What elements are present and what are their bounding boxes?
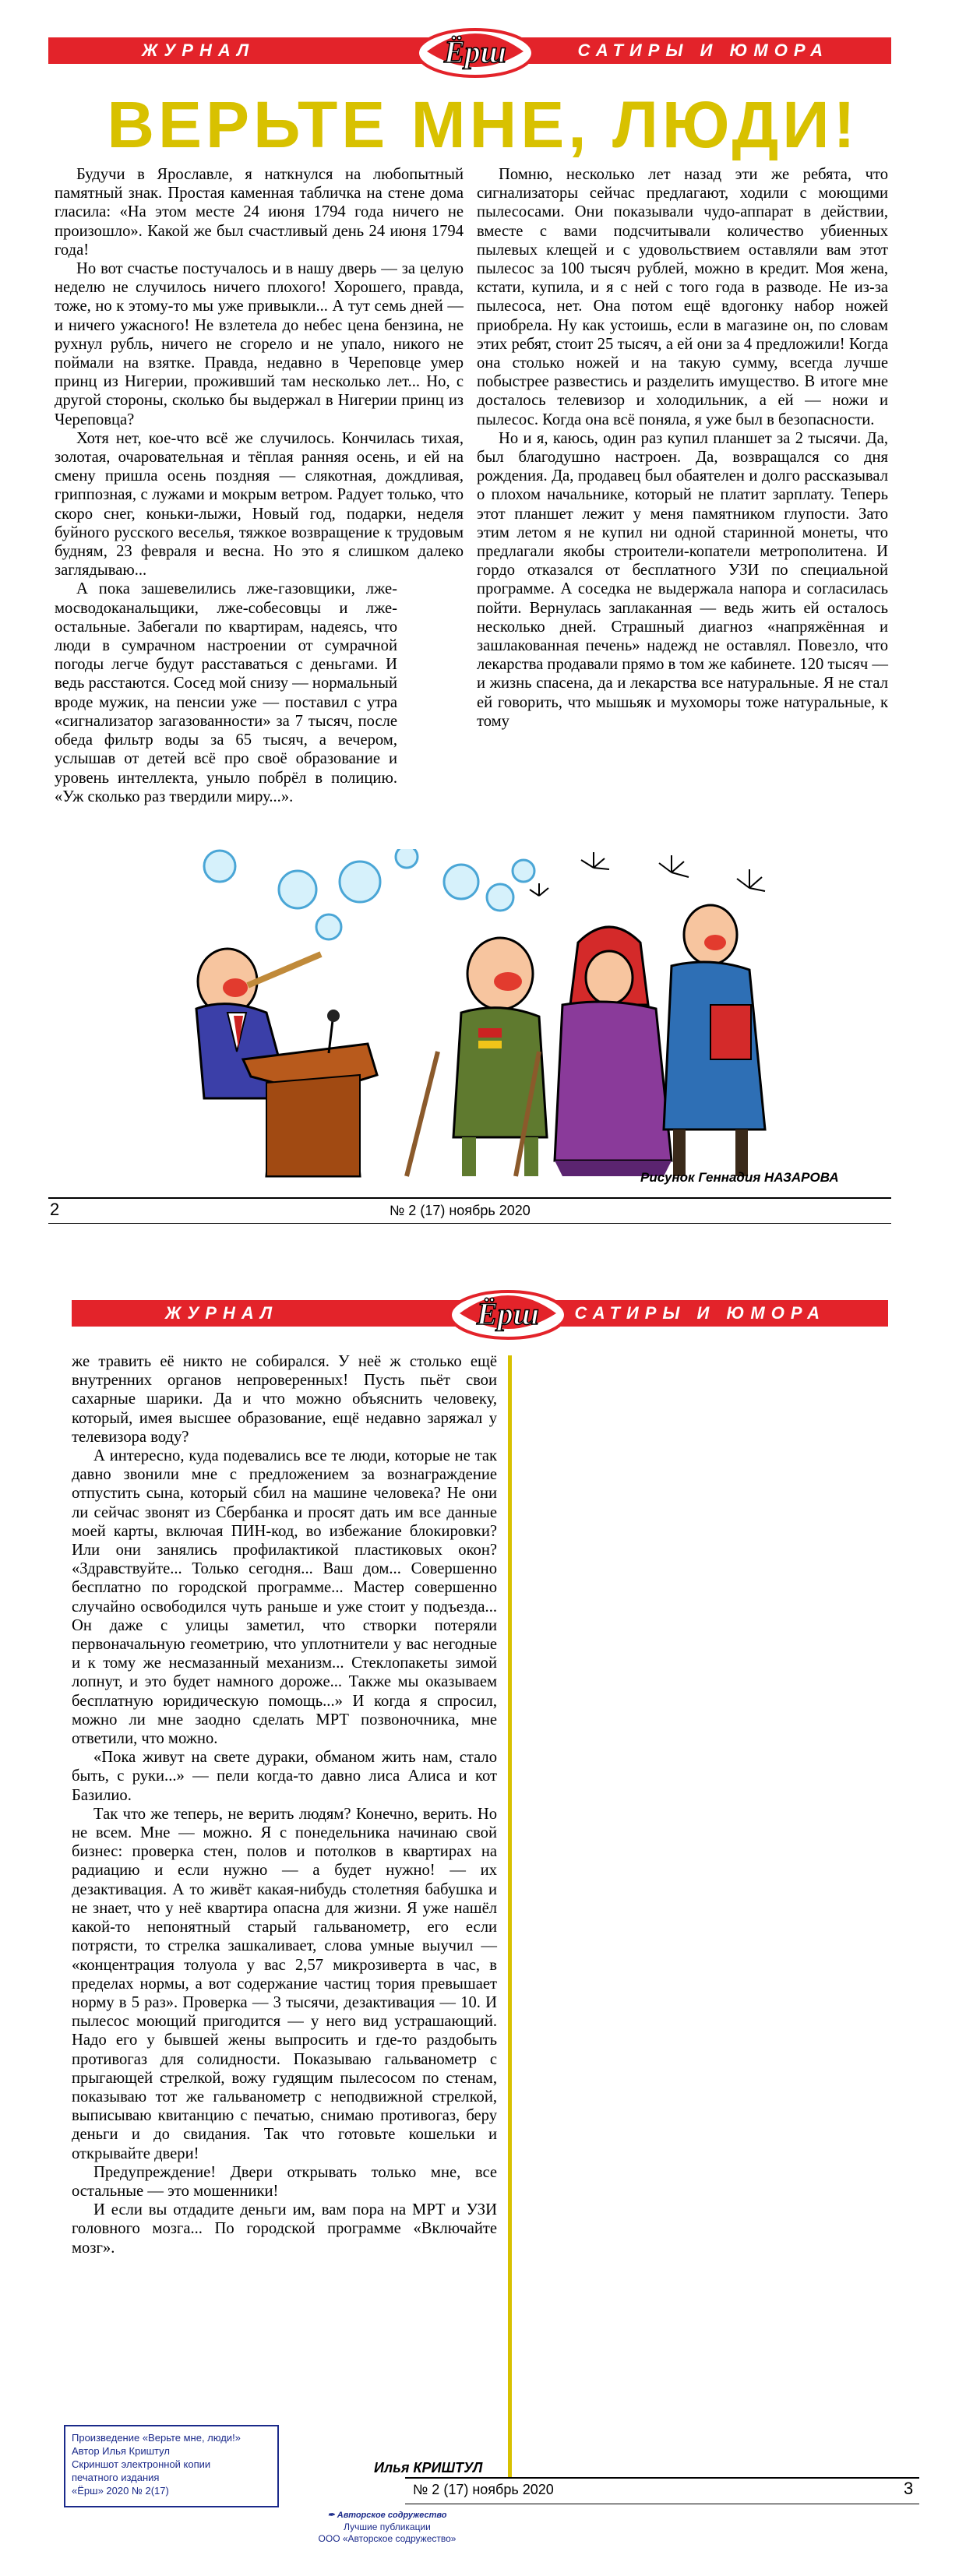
- publisher-logo: ✒ Авторское содружество: [327, 2511, 447, 2520]
- sparkle-icons: [530, 852, 765, 896]
- paragraph: А пока зашевелились лже-газовщики, лже-мосводоканальщики, лже-собесовцы и лже-остальные. Забегали по квартирам, надеясь, что люди в сумрачном настроении от сумрачной погоды легче будут расставаться с деньгами. И ведь расстаются. Сосед мой снизу — нормальный вроде мужик, на пенсии уже — поставил с утра «сигнализатор загазованности» за 7 тысяч, после обеда фильтр воды за 65 тысяч, а вечером, услышав от детей всё про своё образование и уровень интеллекта, унылo побрёл в полицию. «Уж сколько раз твердили миру...».: [55, 580, 397, 805]
- page1-column-left: [55, 165, 464, 806]
- column-divider: [508, 1355, 512, 2477]
- info-box: [64, 2425, 279, 2507]
- page-number-3: 3: [904, 2479, 914, 2498]
- logo-text: Ёрш: [477, 1296, 539, 1331]
- ersh-logo: [446, 1282, 570, 1344]
- logo-text: Ёрш: [444, 34, 506, 69]
- paragraph: же травить её никто не собирался. У неё ж столько ещё внутренних органов непроверенных! Пусть пьёт свои сахарные шарики. Да и что можно объяснить человеку, который, имея высшее образование, ещё недавно заряжал у телевизора воду?: [72, 1353, 497, 1446]
- illustration-credit: Рисунок Геннадия НАЗАРОВА: [640, 1170, 839, 1185]
- illustration-cartoon: [173, 849, 843, 1192]
- paragraph: Хотя нет, кое-что всё же случилось. Кончилась тихая, золотая, очаровательная и тёплая ранняя осень, и ей на смену пришла осень поздняя — слякотная, дождливая, гриппозная, с лужами и мокрым ветром. Радует только, что скоро снег, коньки-лыжи, Новый год, подарки, неделя буйного русского веселья, тяжкое возвращение к трудовым будням, 23 февраля и весна. Но это я слишком далеко заглядываю...: [55, 429, 464, 580]
- issue-footer-page2: № 2 (17) ноябрь 2020: [413, 2482, 554, 2497]
- header-left-text: ЖУРНАЛ: [142, 41, 256, 60]
- ersh-logo: [413, 20, 538, 83]
- paragraph: Но и я, каюсь, один раз купил планшет за 2 тысячи. Да, был благодушно настроен. Да, возвращался со дня рождения. Да, продавец был обаятелен и долго рассказывал о плохом начальнике, который не платит зарплату. Теперь этот планшет лежит у меня памятником глупости. Зато этим летом я не купил ни одной старинной монеты, что предлагали якобы строители-копатели метрополитена. И гордо отказался от бесплатного УЗИ по специальной программе. А соседка не выдержала напора и согласилась пойти. Вернулась заплаканная — ведь жить ей осталось несколько дней. Страшный диагноз «напряжённая и зашлакованная печень» надежд не оставлял. Повезло, что лекарства продавали прямо в том же кабинете. 120 тысяч — и жизнь спасена, да и лекарства все натуральные. Я не стал ей говорить, что мышьяк и мухоморы тоже натуральные, к тому: [477, 429, 889, 730]
- page-number-2: 2: [50, 1200, 60, 1219]
- header-right-text: САТИРЫ И ЮМОРА: [577, 41, 829, 60]
- header-right-text: САТИРЫ И ЮМОРА: [574, 1303, 826, 1323]
- footer-rule-page1-bottom: [48, 1223, 891, 1224]
- paragraph: Будучи в Ярославле, я наткнулся на любопытный памятный знак. Простая каменная табличка на стене дома гласила: «На этом месте 24 июня 1794 года ничего не произошло». Какой же был счастливый день 24 июня 1794 года!: [55, 166, 464, 259]
- paragraph: Предупреждение! Двери открывать только мне, все остальные — это мошенники!: [72, 2163, 497, 2200]
- footer-rule-page1: [48, 1197, 891, 1199]
- soap-bubbles-icon: [204, 849, 534, 939]
- info-line: «Ёрш» 2020 № 2(17): [72, 2485, 169, 2497]
- paragraph: «Пока живут на свете дураки, обманом жить нам, стало быть, с руки...» — пели когда-то давно лиса Алиса и кот Базилио.: [72, 1749, 497, 1804]
- info-line: Произведение «Верьте мне, люди!»: [72, 2432, 241, 2444]
- footer-rule-page2: [405, 2477, 919, 2479]
- publisher-block: [290, 2510, 485, 2545]
- info-line: печатного издания: [72, 2472, 160, 2483]
- paragraph: Так что же теперь, не верить людям? Конечно, верить. Но не всем. Мне — можно. Я с понедельника начинаю свой бизнес: проверка стен, полов и потолков в квартирах на радиацию и если нужно — а будет нужно! — их дезактивация. А то живёт какая-нибудь столетняя бабушка и не знает, что у неё квартира опасна для жизни. Я уже нашёл какой-то непонятный старый гальванометр, его если потрясти, то стрелка зашкаливает, слова умные выучил — «концентрация толуола у вас 2,57 микрозиверта в час, в пределах нормы, а вот содержание частиц тория превышает норму в 5 раз». Проверка — 3 тысячи, дезактивация — 10. И пылесос моющий пригодится — у него вид устрашающий. Надо его у бывшей жены выпросить и где-то раздобыть противогаз для солидности. Показываю гальванометр с прыгающей стрелкой, вожу гудящим пылесосом по стенам, показываю тот же гальванометр с неподвижной стрелкой, выписываю квитанцию с печатью, снимаю противогаз, беру деньги и до свидания. Так что готовьте кошельки и открывайте двери!: [72, 1805, 497, 2162]
- paragraph: Помню, несколько лет назад эти же ребята, что сигнализаторы сейчас предлагают, ходили с моющими пылесосами. Они показывали чудо-аппарат в действии, вместе с вами подсчитывали количество убиенных пылевых клещей и с удовольствием оставляли вам этот пылесос за 100 тысяч рублей, можно в кредит. Моя жена, кстати, купила, и я с ней с того года в разводе. Не из-за пылесоса, нет. Она потом ещё вдогонку набор ножей приобрела. Ну как устоишь, если в магазине он, по словам этих ребят, стоит 25 тысяч, а ей они за 4 предложили! Когда она столько ножей и на такую сумму, всегда лучше побыстрее развестись и разделить имущество. В итоге мне досталось телевизор и холодильник, а ей — ножи и пылесос. Когда она всё поняла, я уже был в безопасности.: [477, 166, 888, 428]
- paragraph: И если вы отдадите деньги им, вам пора на МРТ и УЗИ головного мозга... По городской программе «Включайте мозг».: [72, 2201, 497, 2257]
- third-man-figure: [664, 905, 765, 1176]
- paragraph: Но вот счастье постучалось и в нашу дверь — за целую неделю не случилось ничего плохого! Хорошего, правда, тоже, но к этому-то мы уже привыкли... А тут семь дней — и ничего ужасного! Не взлетела до небес цена бензина, не рухнул рубль, ничего не сгорело и не упало, никого не поймали на взятке. Правда, недавно в Череповце умер принц из Нигерии, проживший там несколько лет... Но, с другой стороны, сколько бы выдержал в Нигерии принц из Череповца?: [55, 260, 464, 428]
- page2-column: [72, 1352, 497, 2257]
- old-woman-figure: [516, 927, 672, 1176]
- publisher-line: Лучшие публикации: [344, 2521, 431, 2532]
- feather-icon: ✒: [327, 2511, 335, 2520]
- paragraph: А интересно, куда подевались все те люди, которые не так давно звонили мне с предложением за вознаграждение отпустить сына, который сбил на машине человека? Не они ли сейчас звонят из Сбербанка и просят дать им все данные моей карты, включая ПИН-код, во избежание блокировки? Или они занялись профилактикой пластиковых окон? «Здравствуйте... Только сегодня... Ваш дом... Совершенно бесплатно по городской программе... Мастер совершенно случайно освободился чуть раньше и уже стоит у подъезда... Он даже с улицы заметил, что створки потеряли первоначальную геометрию, что уплотнители у вас негодные и к тому же несмазанный механизм... Стеклопакеты зимой лопнут, и это будет намного дороже... Также мы оказываем бесплатную юридическую помощь...» И когда я спросил, можно ли мне заодно сделать МРТ позвоночника, мне ответили, что можно.: [72, 1447, 497, 1748]
- header-left-text: ЖУРНАЛ: [165, 1303, 279, 1323]
- publisher-line: ООО «Авторское содружество»: [318, 2533, 457, 2544]
- article-title: ВЕРЬТЕ МНЕ, ЛЮДИ!: [107, 88, 859, 161]
- author-name: Илья КРИШТУЛ: [374, 2460, 483, 2476]
- info-line: Автор Илья Криштул: [72, 2445, 170, 2457]
- page1-column-right: [477, 165, 888, 731]
- old-man-figure: [407, 938, 547, 1176]
- issue-footer-page1: № 2 (17) ноябрь 2020: [390, 1203, 531, 1218]
- info-line: Скриншот электронной копии: [72, 2458, 211, 2470]
